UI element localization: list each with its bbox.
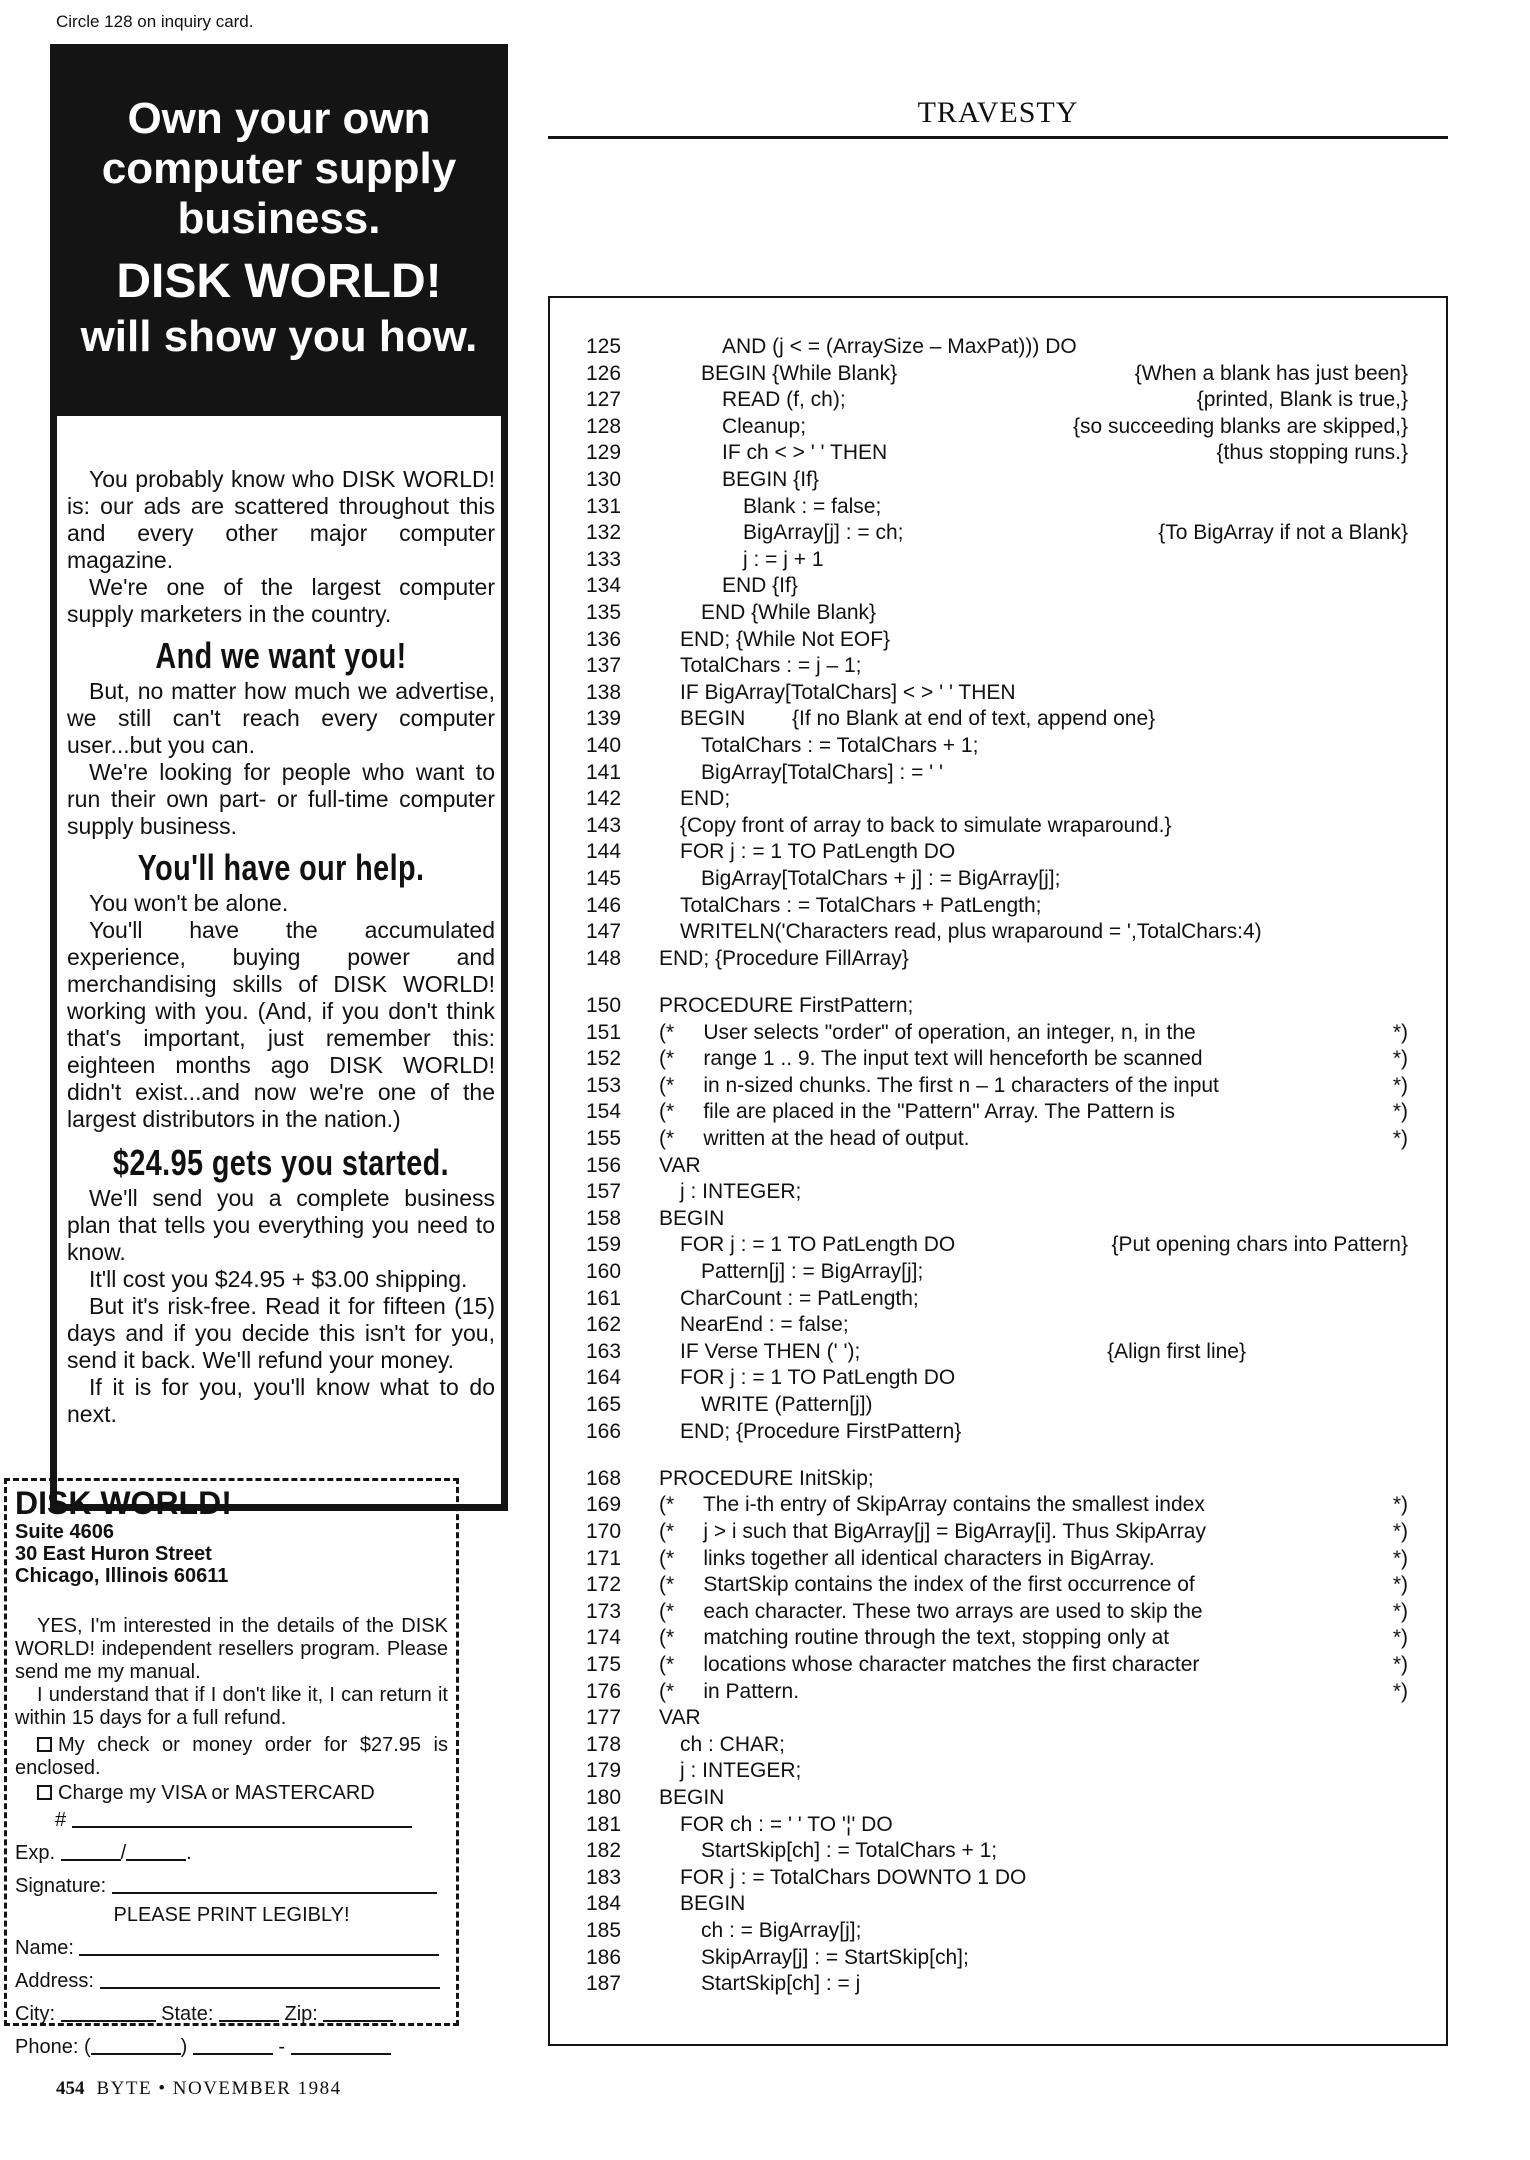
listing-line xyxy=(550,334,1446,360)
city-label: City: xyxy=(15,2003,55,2025)
line-number: 175 xyxy=(586,1653,622,1676)
coupon-title: DISK WORLD! xyxy=(15,1485,232,1521)
code-text: (* range 1 .. 9. The input text will henceforth be scanned xyxy=(659,1047,1203,1071)
code-text: (* The i-th entry of SkipArray contains the smallest index xyxy=(659,1493,1205,1517)
line-number: 147 xyxy=(586,920,622,944)
listing-line xyxy=(550,1519,1446,1545)
code-text: FOR j : = 1 TO PatLength DO xyxy=(680,840,956,864)
listing-line xyxy=(550,1599,1446,1625)
code-text: FOR j : = 1 TO PatLength DO xyxy=(680,1233,956,1257)
code-comment: {To BigArray if not a Blank} xyxy=(1158,521,1408,545)
code-text: END; xyxy=(680,787,731,811)
line-number: 144 xyxy=(586,840,622,864)
code-text: ch : CHAR; xyxy=(680,1732,786,1756)
code-comment: *) xyxy=(1392,1679,1408,1703)
ad-paragraph: We'll send you a complete business plan that tells you everything you need to know. xyxy=(67,1185,495,1265)
code-text: Pattern[j] : = BigArray[j]; xyxy=(701,1260,924,1283)
section-title: TRAVESTY xyxy=(917,96,1079,129)
exp-separator: / xyxy=(120,1842,127,1864)
ad-subhead-price: $24.95 gets you started. xyxy=(112,1142,450,1183)
listing-blank-line xyxy=(550,966,1446,992)
line-number: 177 xyxy=(586,1706,622,1730)
listing-line xyxy=(550,1232,1446,1258)
line-number: 178 xyxy=(586,1732,622,1756)
listing-line xyxy=(550,1758,1446,1784)
coupon-address-line: 30 East Huron Street xyxy=(15,1543,212,1565)
code-text: BEGIN xyxy=(659,1206,725,1230)
listing-line xyxy=(550,1785,1446,1811)
code-text: (* written at the head of output. xyxy=(659,1127,970,1150)
code-text: SkipArray[j] : = StartSkip[ch]; xyxy=(701,1945,969,1969)
line-number: 134 xyxy=(586,574,622,598)
code-text: BigArray[j] : = ch; xyxy=(743,521,904,545)
signature-label: Signature: xyxy=(15,1875,107,1897)
line-number: 142 xyxy=(586,787,622,811)
ad-paragraph: We're one of the largest computer supply marketers in the country. xyxy=(67,574,495,627)
listing-line xyxy=(550,1679,1446,1705)
line-number: 158 xyxy=(586,1206,622,1230)
code-comment: *) xyxy=(1392,1493,1408,1517)
code-text: Blank : = false; xyxy=(743,494,882,518)
code-text: (* in Pattern. xyxy=(659,1679,800,1703)
code-comment: *) xyxy=(1392,1520,1408,1543)
address-label: Address: xyxy=(15,1970,94,1992)
line-number: 166 xyxy=(586,1419,622,1443)
line-number: 165 xyxy=(586,1393,622,1416)
code-text: NearEnd : = false; xyxy=(680,1313,849,1337)
line-number: 174 xyxy=(586,1626,622,1650)
inquiry-card-note: Circle 128 on inquiry card. xyxy=(56,12,254,31)
listing-line xyxy=(550,440,1446,466)
ad-paragraph: But, no matter how much we advertise, we still can't reach every computer user...but you can. xyxy=(67,678,495,758)
line-number: 141 xyxy=(586,760,622,784)
coupon-address-line: Suite 4606 xyxy=(15,1521,114,1543)
code-text: BEGIN {While Blank} xyxy=(701,361,898,385)
phone-paren: ) xyxy=(180,2036,188,2058)
ad-body xyxy=(50,416,508,1511)
line-number: 138 xyxy=(586,680,622,704)
code-text: FOR ch : = ' ' TO '¦' DO xyxy=(680,1812,893,1836)
line-number: 171 xyxy=(586,1546,622,1570)
line-number: 146 xyxy=(586,893,622,917)
listing-line xyxy=(550,733,1446,759)
code-comment: *) xyxy=(1392,1100,1408,1124)
code-text: END {While Blank} xyxy=(701,601,877,624)
card-option-label: Charge my VISA or MASTERCARD xyxy=(58,1782,375,1804)
listing-line xyxy=(550,1312,1446,1338)
ad-paragraph: If it is for you, you'll know what to do next. xyxy=(67,1374,495,1427)
listing-line xyxy=(550,813,1446,839)
city-field[interactable] xyxy=(61,2004,156,2022)
code-text: PROCEDURE FirstPattern; xyxy=(659,994,914,1017)
listing-line xyxy=(550,1652,1446,1678)
code-text: BEGIN {If} xyxy=(722,468,819,491)
code-text: END; {While Not EOF} xyxy=(680,627,891,651)
line-number: 173 xyxy=(586,1599,622,1623)
line-number: 143 xyxy=(586,813,622,837)
line-number: 156 xyxy=(586,1153,622,1177)
listing-line xyxy=(550,600,1446,626)
print-legibly-note: PLEASE PRINT LEGIBLY! xyxy=(113,1904,350,1926)
coupon-address-line: Chicago, Illinois 60611 xyxy=(15,1565,229,1587)
code-text: StartSkip[ch] : = TotalChars + 1; xyxy=(701,1839,998,1863)
zip-field[interactable] xyxy=(323,2004,393,2022)
code-text: BigArray[TotalChars + j] : = BigArray[j]; xyxy=(701,867,1061,890)
code-comment: *) xyxy=(1392,1653,1408,1676)
code-comment: {so succeeding blanks are skipped,} xyxy=(1072,414,1408,438)
listing-line xyxy=(550,520,1446,546)
line-number: 128 xyxy=(586,414,622,438)
phone-line-field[interactable] xyxy=(291,2037,391,2055)
code-comment: *) xyxy=(1392,1020,1408,1044)
ad-paragraph: We're looking for people who want to run their own part- or full-time computer supply business. xyxy=(67,759,495,839)
card-number-field[interactable] xyxy=(72,1810,412,1828)
line-number: 172 xyxy=(586,1573,622,1597)
code-text: WRITELN('Characters read, plus wraparound = ',TotalChars:4) xyxy=(680,920,1262,944)
code-text: AND (j < = (ArraySize – MaxPat))) DO xyxy=(722,335,1077,358)
code-comment: *) xyxy=(1392,1073,1408,1097)
check-checkbox[interactable] xyxy=(37,1737,52,1752)
title-divider xyxy=(548,136,1448,139)
ad-paragraph: It'll cost you $24.95 + $3.00 shipping. xyxy=(89,1266,468,1292)
code-text: j : INTEGER; xyxy=(680,1180,802,1204)
ad-paragraph: You'll have the accumulated experience, buying power and merchandising skills of DISK WORLD! working with you. (And, if you don't think that's important, just remember this: eighteen months ago DISK WORLD! didn't exist...and now we're one of the largest distributors in the nation.) xyxy=(67,917,495,1132)
line-number: 145 xyxy=(586,867,622,890)
listing-blank-line xyxy=(550,1439,1446,1465)
line-number: 130 xyxy=(586,468,622,491)
state-label: State: xyxy=(161,2003,214,2025)
listing-line xyxy=(550,1020,1446,1046)
code-text: IF BigArray[TotalChars] < > ' ' THEN xyxy=(680,680,1016,704)
line-number: 186 xyxy=(586,1945,622,1969)
code-text: TotalChars : = TotalChars + 1; xyxy=(701,734,979,757)
listing-line xyxy=(550,1732,1446,1758)
line-number: 181 xyxy=(586,1812,622,1836)
code-text: BEGIN xyxy=(680,1892,746,1916)
listing-line xyxy=(550,1259,1446,1285)
page-footer xyxy=(56,2078,342,2100)
line-number: 182 xyxy=(586,1839,622,1863)
line-number: 160 xyxy=(586,1260,622,1283)
code-text: Cleanup; xyxy=(722,414,807,438)
code-text: (* StartSkip contains the index of the first occurrence of xyxy=(659,1573,1195,1597)
name-label: Name: xyxy=(15,1937,74,1959)
code-text: j : = j + 1 xyxy=(743,547,824,571)
listing-line xyxy=(550,1365,1446,1391)
code-text: IF ch < > ' ' THEN xyxy=(722,441,888,465)
listing-line xyxy=(550,1392,1446,1418)
zip-label: Zip: xyxy=(284,2003,318,2025)
listing-line xyxy=(550,387,1446,413)
line-number: 132 xyxy=(586,521,622,545)
line-number: 140 xyxy=(586,734,622,757)
ad-paragraph: You won't be alone. xyxy=(89,890,289,916)
line-number: 127 xyxy=(586,388,622,412)
code-text: j : INTEGER; xyxy=(680,1759,802,1783)
state-field[interactable] xyxy=(219,2004,279,2022)
line-number: 148 xyxy=(586,946,622,970)
listing-line xyxy=(550,839,1446,865)
line-number: 168 xyxy=(586,1466,622,1490)
ad-headline-line2: computer supply xyxy=(101,144,457,193)
listing-line xyxy=(550,1865,1446,1891)
code-text: (* links together all identical characters in BigArray. xyxy=(659,1546,1155,1570)
code-text: BEGIN {If no Blank at end of text, append one} xyxy=(680,707,1156,731)
code-comment: *) xyxy=(1392,1546,1408,1570)
coupon-text: I understand that if I don't like it, I can return it within 15 days for a full refund. xyxy=(15,1684,448,1729)
line-number: 179 xyxy=(586,1759,622,1783)
name-field[interactable] xyxy=(79,1938,439,1956)
code-text: CharCount : = PatLength; xyxy=(680,1286,919,1310)
code-text: (* in n-sized chunks. The first n – 1 characters of the input xyxy=(659,1073,1219,1097)
code-comment: {thus stopping runs.} xyxy=(1216,441,1408,465)
magazine-issue: BYTE • NOVEMBER 1984 xyxy=(96,2078,342,2099)
ad-headline-line1: Own your own xyxy=(127,94,431,143)
code-text: (* matching routine through the text, stopping only at xyxy=(659,1626,1170,1650)
line-number: 153 xyxy=(586,1073,622,1097)
listing-line xyxy=(550,706,1446,732)
ad-header xyxy=(50,44,508,416)
code-text: END {If} xyxy=(722,574,798,598)
listing-line xyxy=(550,1179,1446,1205)
line-number: 169 xyxy=(586,1493,622,1517)
line-number: 176 xyxy=(586,1679,622,1703)
line-number: 159 xyxy=(586,1233,622,1257)
code-text: IF Verse THEN (' '); xyxy=(680,1339,861,1363)
listing-line xyxy=(550,1126,1446,1152)
line-number: 137 xyxy=(586,654,622,678)
code-text: END; {Procedure FillArray} xyxy=(659,946,909,970)
listing-line xyxy=(550,653,1446,679)
code-comment: *) xyxy=(1392,1626,1408,1650)
listing-line xyxy=(550,1206,1446,1232)
code-text: (* j > i such that BigArray[j] = BigArray[i]. Thus SkipArray xyxy=(659,1520,1206,1543)
card-checkbox[interactable] xyxy=(37,1785,52,1800)
ad-headline-line3: business. xyxy=(177,194,381,243)
line-number: 162 xyxy=(586,1313,622,1337)
listing-line xyxy=(550,1812,1446,1838)
line-number: 187 xyxy=(586,1972,622,1996)
line-number: 135 xyxy=(586,601,622,624)
order-coupon: DISK WORLD! Suite 4606 30 East Huron Street Chicago, Illinois 60611 YES, I'm interested in the details of the DISK WORLD! independent resellers program. Please send me my manual. I understand that if I don't like it, I can return it within 15 days for a full refund. My check or money order for $27.95 is enclosed. Charge my VISA or MASTERCARD # Exp. / . Signature: PLEASE PRINT LEGIBLY! Name: Address: City: State: Zip: Phone: ( ) - xyxy=(4,1478,459,2026)
line-number: 125 xyxy=(586,335,622,358)
phone-area-field[interactable] xyxy=(91,2037,181,2055)
listing-line xyxy=(550,361,1446,387)
program-listing xyxy=(548,296,1448,2046)
listing-line xyxy=(550,1492,1446,1518)
line-number: 126 xyxy=(586,361,622,385)
listing-line xyxy=(550,760,1446,786)
code-comment: {printed, Blank is true,} xyxy=(1196,388,1408,412)
line-number: 136 xyxy=(586,627,622,651)
listing-line xyxy=(550,1099,1446,1125)
line-number: 164 xyxy=(586,1366,622,1390)
code-text: (* file are placed in the "Pattern" Array. The Pattern is xyxy=(659,1100,1176,1124)
code-comment: {Put opening chars into Pattern} xyxy=(1111,1233,1408,1257)
listing-line xyxy=(550,893,1446,919)
code-text: READ (f, ch); xyxy=(722,388,846,412)
line-number: 184 xyxy=(586,1892,622,1916)
listing-line xyxy=(550,1546,1446,1572)
ad-subhead-want-you: And we want you! xyxy=(155,635,407,676)
exp-month-field[interactable] xyxy=(61,1843,121,1861)
code-text: StartSkip[ch] : = j xyxy=(701,1972,861,1996)
code-comment: *) xyxy=(1392,1047,1408,1071)
listing-line xyxy=(550,547,1446,573)
line-number: 185 xyxy=(586,1919,622,1942)
phone-prefix-field[interactable] xyxy=(193,2037,273,2055)
listing-line xyxy=(550,993,1446,1019)
page-number: 454 xyxy=(56,2078,85,2099)
code-text: BEGIN xyxy=(659,1786,725,1809)
listing-line xyxy=(550,1286,1446,1312)
code-comment: *) xyxy=(1392,1573,1408,1597)
coupon-text: YES, I'm interested in the details of the DISK WORLD! independent resellers program. Please send me my manual. xyxy=(15,1615,448,1683)
listing-line xyxy=(550,1705,1446,1731)
listing-line xyxy=(550,1073,1446,1099)
line-number: 139 xyxy=(586,707,622,731)
code-comment: {Align first line} xyxy=(1107,1339,1246,1363)
line-number: 129 xyxy=(586,441,622,465)
code-text: TotalChars : = TotalChars + PatLength; xyxy=(680,893,1042,917)
listing-line xyxy=(550,1153,1446,1179)
listing-line xyxy=(550,494,1446,520)
signature-field[interactable] xyxy=(112,1876,437,1894)
ad-paragraph: But it's risk-free. Read it for fifteen (15) days and if you decide this isn't for you, send it back. We'll refund your money. xyxy=(67,1293,495,1373)
line-number: 151 xyxy=(586,1020,622,1044)
code-text: VAR xyxy=(659,1706,701,1730)
code-text: END; {Procedure FirstPattern} xyxy=(680,1419,962,1443)
address-field[interactable] xyxy=(100,1971,440,1989)
line-number: 163 xyxy=(586,1339,622,1363)
phone-dash: - xyxy=(278,2036,286,2058)
code-text: (* locations whose character matches the first character xyxy=(659,1653,1200,1676)
phone-label: Phone: ( xyxy=(15,2036,91,2058)
listing-line xyxy=(550,786,1446,812)
listing-line xyxy=(550,414,1446,440)
line-number: 155 xyxy=(586,1127,622,1150)
line-number: 154 xyxy=(586,1100,622,1124)
listing-line xyxy=(550,1339,1446,1365)
ad-brand: DISK WORLD! xyxy=(116,255,442,308)
code-text: ch : = BigArray[j]; xyxy=(701,1919,862,1942)
exp-year-field[interactable] xyxy=(126,1843,186,1861)
line-number: 161 xyxy=(586,1286,622,1310)
card-number-label: # xyxy=(55,1809,67,1831)
line-number: 183 xyxy=(586,1865,622,1889)
listing-line xyxy=(550,1838,1446,1864)
line-number: 180 xyxy=(586,1786,622,1809)
line-number: 170 xyxy=(586,1520,622,1543)
ad-headline-line4: will show you how. xyxy=(80,312,478,361)
listing-line xyxy=(550,919,1446,945)
code-comment: *) xyxy=(1392,1599,1408,1623)
listing-line xyxy=(550,1945,1446,1971)
listing-line xyxy=(550,573,1446,599)
code-comment: {When a blank has just been} xyxy=(1134,361,1408,385)
code-text: (* User selects "order" of operation, an integer, n, in the xyxy=(659,1020,1196,1044)
listing-line xyxy=(550,1572,1446,1598)
listing-line xyxy=(550,1971,1446,1997)
line-number: 157 xyxy=(586,1180,622,1204)
listing-line xyxy=(550,1891,1446,1917)
listing-line xyxy=(550,467,1446,493)
code-text: WRITE (Pattern[j]) xyxy=(701,1393,873,1416)
code-text: FOR j : = TotalChars DOWNTO 1 DO xyxy=(680,1865,1027,1889)
code-text: (* each character. These two arrays are used to skip the xyxy=(659,1599,1203,1623)
code-comment: *) xyxy=(1392,1127,1408,1150)
code-text: PROCEDURE InitSkip; xyxy=(659,1466,874,1490)
listing-line xyxy=(550,1046,1446,1072)
listing-line xyxy=(550,1918,1446,1944)
exp-label: Exp. xyxy=(15,1842,56,1864)
code-text: VAR xyxy=(659,1153,701,1177)
code-text: {Copy front of array to back to simulate wraparound.} xyxy=(680,813,1172,837)
listing-line xyxy=(550,866,1446,892)
line-number: 152 xyxy=(586,1047,622,1071)
listing-line xyxy=(550,627,1446,653)
code-text: TotalChars : = j – 1; xyxy=(680,654,862,678)
code-text: FOR j : = 1 TO PatLength DO xyxy=(680,1366,956,1390)
line-number: 133 xyxy=(586,547,622,571)
check-option-label: My check or money order for $27.95 is enclosed. xyxy=(15,1734,448,1779)
listing-line xyxy=(550,680,1446,706)
code-text: BigArray[TotalChars] : = ' ' xyxy=(701,760,944,784)
line-number: 150 xyxy=(586,994,622,1017)
ad-subhead-help: You'll have our help. xyxy=(137,847,425,888)
listing-line xyxy=(550,1625,1446,1651)
line-number: 131 xyxy=(586,494,622,518)
listing-line xyxy=(550,1466,1446,1492)
ad-paragraph: You probably know who DISK WORLD! is: our ads are scattered throughout this and every other major computer magazine. xyxy=(67,466,495,573)
